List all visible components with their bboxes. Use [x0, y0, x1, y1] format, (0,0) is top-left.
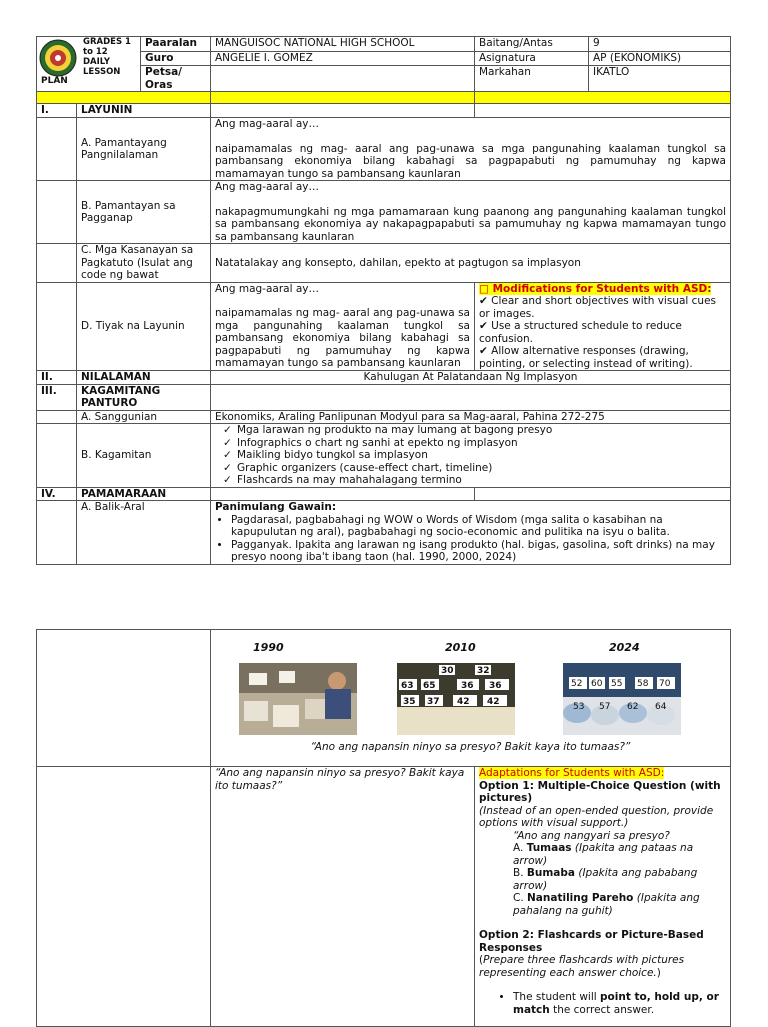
list-item: • Pagdarasal, pagbabahagi ng WOW o Words of Wisdom (mga salita o kasabihan na kapupulutan ng aral), pagbabahagi ng socio-economic and pulitika na isyu o balita.: [231, 514, 726, 539]
pagganap-value: Ang mag-aaral ay… nakapagmumungkahi ng mga pamamaraan kung paanong ang pangunahing kaalaman tungkol sa pambansang ekonomiya ay nakapagpapabuti sa pamumuhay ng kapwa mamamayan tungo sa pambansang kaunlaran: [211, 181, 731, 244]
price-tag: 52: [571, 679, 583, 689]
price-photo-2010: [397, 663, 515, 735]
pamamaraan-title: PAMAMARAAN: [77, 487, 211, 501]
kasanayan-label: C. Mga Kasanayan sa Pagkatuto (Isulat ang code ng bawat: [77, 244, 211, 283]
price-tag: 37: [427, 697, 440, 707]
petsa-label: Petsa/ Oras: [141, 66, 211, 92]
year-label: 2024: [609, 641, 640, 654]
price-tag: 35: [403, 697, 416, 707]
option1-title: Option 1: Multiple-Choice Question (with pictures): [479, 779, 721, 804]
guro-label: Guro: [141, 52, 211, 66]
choice-b: B. Bumaba (Ipakita ang pababang arrow): [513, 867, 698, 892]
price-tag: 70: [659, 679, 671, 689]
nilalaman-num: II.: [37, 371, 77, 385]
choice-a: A. Tumaas (Ipakita ang pataas na arrow): [513, 842, 694, 867]
option1-note: (Instead of an open-ended question, provide options with visual support.): [479, 804, 714, 829]
choice-c: C. Nanatiling Pareho (Ipakita ang pahalang na guhit): [513, 892, 700, 917]
page2-table: [36, 629, 731, 1027]
price-tag: 55: [611, 679, 623, 689]
price-tag: 65: [423, 681, 436, 691]
price-tag: 60: [591, 679, 603, 689]
asd-item: ✔ Clear and short objectives with visual cues or images.: [479, 295, 717, 320]
price-tag: 36: [461, 681, 474, 691]
option2-note: (Prepare three flashcards with pictures representing each answer choice.): [479, 954, 685, 979]
list-item: ✓ Maikling bidyo tungkol sa implasyon: [237, 449, 726, 462]
nilalaman-value: Kahulugan At Palatandaan Ng Implasyon: [211, 371, 731, 385]
price-tag: 57: [599, 702, 611, 712]
list-item: ✓ Flashcards na may mahahalagang termino: [237, 474, 726, 487]
year-label: 2010: [445, 641, 476, 654]
header-logo-cell: [37, 37, 141, 92]
balik-aral-label: A. Balik-Aral: [77, 501, 211, 565]
deped-seal-icon: [39, 39, 77, 77]
price-tag: 62: [627, 702, 639, 712]
price-tag: 42: [487, 697, 500, 707]
asd-item: ✔ Allow alternative responses (drawing, pointing, or selecting instead of writing).: [479, 345, 693, 370]
tiyak-value: Ang mag-aaral ay… naipamamalas ng mag- aaral ang pag-unawa sa mga pangunahing kaalaman tungkol sa pambansang ekonomiya bilang kabahagi sa pagpapabuti ng pamumuhay ng kapwa mamamayan tungo sa pambansang kaunlaran: [211, 282, 475, 371]
year-label: 1990: [253, 641, 284, 654]
price-tag: 63: [401, 681, 414, 691]
markahan-label: Markahan: [475, 66, 589, 92]
kagamitan-b-label: B. Kagamitan: [77, 424, 211, 488]
paaralan-value: MANGUISOC NATIONAL HIGH SCHOOL: [211, 37, 475, 52]
baitang-label: Baitang/Antas: [475, 37, 589, 52]
tiyak-label: D. Tiyak na Layunin: [77, 282, 211, 371]
balik-aral-value: [211, 501, 731, 565]
asd-title: □ Modifications for Students with ASD:: [479, 282, 712, 295]
asignatura-value: AP (EKONOMIKS): [589, 52, 731, 66]
layunin-title: LAYUNIN: [77, 104, 211, 118]
list-item: • Pagganyak. Ipakita ang larawan ng isang produkto (hal. bigas, gasolina, soft drinks) na may presyo noong iba't ibang taon (hal. 1990, 2000, 2024): [231, 539, 726, 564]
sanggunian-label: A. Sanggunian: [77, 410, 211, 424]
asd-item: ✔ Use a structured schedule to reduce confusion.: [479, 320, 682, 345]
pamantayang-label: A. Pamantayang Pangnilalaman: [77, 118, 211, 181]
kagamitan-list: [211, 424, 731, 488]
question-cell: “Ano ang napansin ninyo sa presyo? Bakit kaya ito tumaas?”: [211, 767, 475, 1027]
pamantayang-value: Ang mag-aaral ay… naipamamalas ng mag- aaral ang pag-unawa sa mga pangunahing kaalaman tungkol sa pambansang ekonomiya bilang kabahagi sa pagpapabuti ng pamumuhay ng kapwa mamamayan tungo sa pambansang kaunlaran: [211, 118, 731, 181]
price-images-cell: [211, 630, 731, 767]
grade-label: GRADES 1 to 12 DAILY LESSON: [83, 37, 131, 77]
kasanayan-value: Natatalakay ang konsepto, dahilan, epekto at pagtugon sa implasyon: [211, 244, 731, 283]
nilalaman-title: NILALAMAN: [77, 371, 211, 385]
markahan-value: IKATLO: [589, 66, 731, 92]
student-instruction: • The student will point to, hold up, or match the correct answer.: [513, 991, 726, 1016]
sanggunian-value: Ekonomiks, Araling Panlipunan Modyul para sa Mag-aaral, Pahina 272-275: [211, 410, 731, 424]
baitang-value: 9: [589, 37, 731, 52]
asd-adaptations: [475, 767, 731, 1027]
price-question: “Ano ang napansin ninyo sa presyo? Bakit kaya ito tumaas?”: [310, 741, 631, 753]
price-photo-1990: [239, 663, 357, 735]
pamamaraan-num: IV.: [37, 487, 77, 501]
highlight-row-left: [37, 92, 211, 104]
lesson-plan-table: [36, 36, 731, 565]
paaralan-label: Paaralan: [141, 37, 211, 52]
list-item: ✓ Mga larawan ng produkto na may lumang at bagong presyo: [237, 424, 726, 437]
asd-modifications: [475, 282, 731, 371]
price-photo-2024: [563, 663, 681, 735]
asignatura-label: Asignatura: [475, 52, 589, 66]
price-tag: 42: [457, 697, 470, 707]
price-tag: 64: [655, 702, 667, 712]
pagganap-label: B. Pamantayan sa Pagganap: [77, 181, 211, 244]
price-tag: 30: [441, 666, 454, 676]
price-tag: 36: [489, 681, 502, 691]
layunin-num: I.: [37, 104, 77, 118]
list-item: ✓ Graphic organizers (cause-effect chart, timeline): [237, 462, 726, 475]
kagamitan-num: III.: [37, 384, 77, 410]
option2-title: Option 2: Flashcards or Picture-Based Responses: [479, 929, 704, 954]
kagamitan-title: KAGAMITANG PANTURO: [77, 384, 211, 410]
guro-value: ANGELIE I. GOMEZ: [211, 52, 475, 66]
logo-label: PLAN: [41, 76, 68, 86]
petsa-value: [211, 66, 475, 92]
price-tag: 32: [477, 666, 490, 676]
list-item: ✓ Infographics o chart ng sanhi at epekto ng implasyon: [237, 437, 726, 450]
price-tag: 58: [637, 679, 649, 689]
option1-question: “Ano ang nangyari sa presyo?: [513, 829, 670, 842]
gawain-title: Panimulang Gawain:: [215, 501, 337, 513]
adapt-title: Adaptations for Students with ASD:: [479, 767, 665, 779]
price-tag: 53: [573, 702, 585, 712]
